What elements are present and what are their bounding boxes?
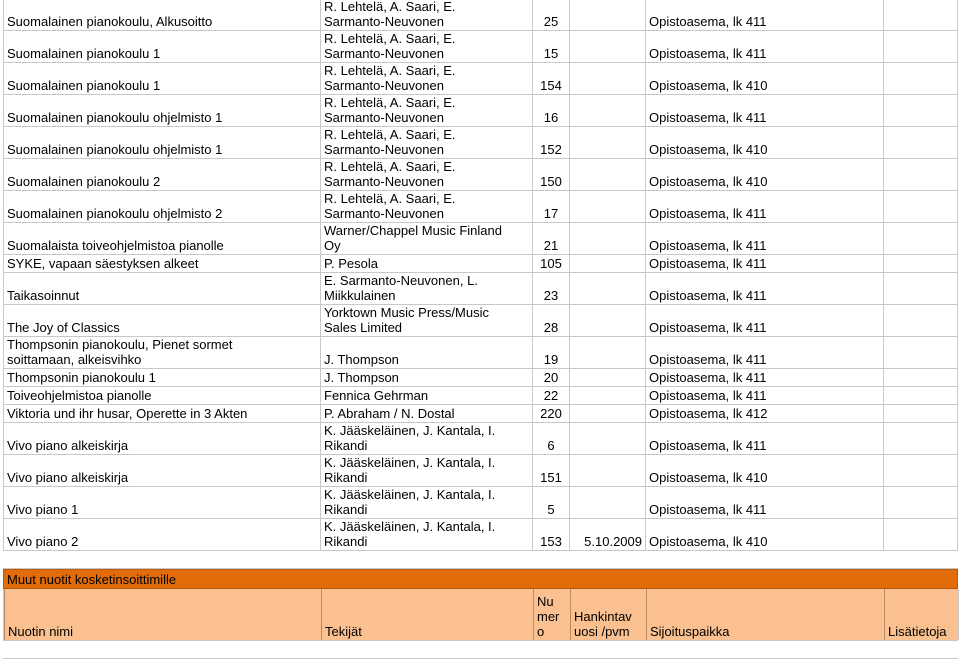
table-row: [3, 487, 958, 519]
cell-authors[interactable]: R. Lehtelä, A. Saari, E. Sarmanto-Neuvonen: [320, 191, 532, 222]
cell-date[interactable]: [569, 255, 645, 272]
cell-date[interactable]: [569, 127, 645, 158]
cell-authors[interactable]: R. Lehtelä, A. Saari, E. Sarmanto-Neuvonen: [320, 31, 532, 62]
cell-date[interactable]: [569, 405, 645, 422]
cell-date[interactable]: [569, 63, 645, 94]
table-row: [3, 369, 958, 387]
cell-location[interactable]: Opistoasema, lk 411: [645, 487, 883, 518]
cell-notes[interactable]: [883, 191, 958, 222]
cell-location[interactable]: Opistoasema, lk 411: [645, 305, 883, 336]
cell-notes[interactable]: [883, 159, 958, 190]
cell-notes[interactable]: [883, 95, 958, 126]
cell-notes[interactable]: [883, 305, 958, 336]
cell-number[interactable]: 220: [532, 405, 569, 422]
cell-title[interactable]: Suomalainen pianokoulu ohjelmisto 1: [3, 127, 320, 158]
cell-notes[interactable]: [883, 127, 958, 158]
cell-number[interactable]: 6: [532, 423, 569, 454]
cell-authors[interactable]: J. Thompson: [320, 369, 532, 386]
cell-authors[interactable]: J. Thompson: [320, 337, 532, 368]
cell-number[interactable]: 15: [532, 31, 569, 62]
table-row: [3, 191, 958, 223]
table-row: [3, 337, 958, 369]
cell-number[interactable]: 105: [532, 255, 569, 272]
cell-location[interactable]: Opistoasema, lk 411: [645, 273, 883, 304]
table-row: [3, 95, 958, 127]
table-row: [3, 305, 958, 337]
cell-number[interactable]: 20: [532, 369, 569, 386]
cell-location[interactable]: Opistoasema, lk 411: [645, 223, 883, 254]
cell-notes[interactable]: [883, 369, 958, 386]
cell-notes[interactable]: [883, 405, 958, 422]
cell-authors[interactable]: R. Lehtelä, A. Saari, E. Sarmanto-Neuvonen: [320, 159, 532, 190]
cell-number[interactable]: 150: [532, 159, 569, 190]
cell-number[interactable]: 28: [532, 305, 569, 336]
table-row: [3, 423, 958, 455]
cell-date[interactable]: [569, 95, 645, 126]
cell-number[interactable]: 19: [532, 337, 569, 368]
cell-date[interactable]: 5.10.2009: [569, 519, 645, 550]
cell-authors[interactable]: R. Lehtelä, A. Saari, E. Sarmanto-Neuvonen: [320, 95, 532, 126]
cell-notes[interactable]: [883, 63, 958, 94]
cell-title[interactable]: Vivo piano 2: [3, 519, 320, 550]
cell-location[interactable]: Opistoasema, lk 412: [645, 405, 883, 422]
cell-title[interactable]: Suomalainen pianokoulu 1: [3, 31, 320, 62]
table-row: [3, 455, 958, 487]
cell-authors[interactable]: K. Jääskeläinen, J. Kantala, I. Rikandi: [320, 519, 532, 550]
cell-notes[interactable]: [883, 519, 958, 550]
cell-title[interactable]: Suomalainen pianokoulu, Alkusoitto: [3, 0, 320, 30]
data-rows: [3, 0, 958, 551]
cell-notes[interactable]: [883, 223, 958, 254]
table-row: [3, 387, 958, 405]
cell-title[interactable]: Vivo piano alkeiskirja: [3, 423, 320, 454]
cell-title[interactable]: Vivo piano alkeiskirja: [3, 455, 320, 486]
cell-number[interactable]: 151: [532, 455, 569, 486]
cell-notes[interactable]: [883, 273, 958, 304]
cell-notes[interactable]: [883, 487, 958, 518]
cell-date[interactable]: [569, 273, 645, 304]
header-notes[interactable]: Lisätietoja: [884, 589, 959, 640]
cell-location[interactable]: Opistoasema, lk 410: [645, 127, 883, 158]
cell-title[interactable]: Suomalaista toiveohjelmistoa pianolle: [3, 223, 320, 254]
cell-title[interactable]: Toiveohjelmistoa pianolle: [3, 387, 320, 404]
cell-location[interactable]: Opistoasema, lk 411: [645, 369, 883, 386]
cell-number[interactable]: 22: [532, 387, 569, 404]
table-row: [3, 223, 958, 255]
cell-number[interactable]: 154: [532, 63, 569, 94]
header-date[interactable]: Hankintav uosi /pvm: [570, 589, 646, 640]
cell-authors[interactable]: Fennica Gehrman: [320, 387, 532, 404]
cell-title[interactable]: Thompsonin pianokoulu, Pienet sormet soittamaan, alkeisvihko: [3, 337, 320, 368]
cell-date[interactable]: [569, 337, 645, 368]
cell-notes[interactable]: [883, 387, 958, 404]
cell-location[interactable]: Opistoasema, lk 411: [645, 191, 883, 222]
cell-authors[interactable]: R. Lehtelä, A. Saari, E. Sarmanto-Neuvonen: [320, 127, 532, 158]
cell-location[interactable]: Opistoasema, lk 410: [645, 63, 883, 94]
cell-number[interactable]: 21: [532, 223, 569, 254]
header-authors[interactable]: Tekijät: [321, 589, 533, 640]
cell-location[interactable]: Opistoasema, lk 411: [645, 255, 883, 272]
cell-number[interactable]: 5: [532, 487, 569, 518]
cell-location[interactable]: Opistoasema, lk 411: [645, 95, 883, 126]
cell-title[interactable]: SYKE, vapaan säestyksen alkeet: [3, 255, 320, 272]
cell-location[interactable]: Opistoasema, lk 411: [645, 31, 883, 62]
cell-notes[interactable]: [883, 31, 958, 62]
cell-notes[interactable]: [883, 337, 958, 368]
cell-date[interactable]: [569, 31, 645, 62]
cell-date[interactable]: [569, 0, 645, 30]
cell-authors[interactable]: K. Jääskeläinen, J. Kantala, I. Rikandi: [320, 455, 532, 486]
cell-title[interactable]: Suomalainen pianokoulu ohjelmisto 2: [3, 191, 320, 222]
table-row: [3, 63, 958, 95]
cell-title[interactable]: Suomalainen pianokoulu ohjelmisto 1: [3, 95, 320, 126]
cell-notes[interactable]: [883, 455, 958, 486]
cell-title[interactable]: Vivo piano 1: [3, 487, 320, 518]
cell-notes[interactable]: [883, 0, 958, 30]
table-row: [3, 405, 958, 423]
spreadsheet-table: [3, 0, 958, 659]
cell-notes[interactable]: [883, 423, 958, 454]
section-header-row: [3, 569, 958, 589]
table-row: [3, 127, 958, 159]
cell-title[interactable]: Viktoria und ihr husar, Operette in 3 Akten: [3, 405, 320, 422]
cell-date[interactable]: [569, 369, 645, 386]
cell-date[interactable]: [569, 159, 645, 190]
section-title: Muut nuotit kosketinsoittimille: [7, 572, 177, 587]
cell-date[interactable]: [569, 191, 645, 222]
cell-title[interactable]: Suomalainen pianokoulu 1: [3, 63, 320, 94]
cell-date[interactable]: [569, 455, 645, 486]
cell-number[interactable]: 17: [532, 191, 569, 222]
cell-authors[interactable]: K. Jääskeläinen, J. Kantala, I. Rikandi: [320, 487, 532, 518]
cell-authors[interactable]: K. Jääskeläinen, J. Kantala, I. Rikandi: [320, 423, 532, 454]
cell-authors[interactable]: R. Lehtelä, A. Saari, E. Sarmanto-Neuvonen: [320, 63, 532, 94]
cell-date[interactable]: [569, 423, 645, 454]
table-row: [3, 159, 958, 191]
cell-title[interactable]: Taikasoinnut: [3, 273, 320, 304]
cell-title[interactable]: The Joy of Classics: [3, 305, 320, 336]
cell-location[interactable]: Opistoasema, lk 410: [645, 159, 883, 190]
cell-date[interactable]: [569, 223, 645, 254]
cell-authors[interactable]: R. Lehtelä, A. Saari, E. Sarmanto-Neuvonen: [320, 0, 532, 30]
header-location[interactable]: Sijoituspaikka: [646, 589, 884, 640]
empty-row: [3, 641, 958, 659]
table-row: [3, 255, 958, 273]
cell-number[interactable]: 16: [532, 95, 569, 126]
cell-number[interactable]: 152: [532, 127, 569, 158]
cell-location[interactable]: Opistoasema, lk 410: [645, 455, 883, 486]
cell-location[interactable]: Opistoasema, lk 411: [645, 0, 883, 30]
cell-authors[interactable]: P. Pesola: [320, 255, 532, 272]
cell-title[interactable]: Suomalainen pianokoulu 2: [3, 159, 320, 190]
column-header-row: [3, 589, 958, 641]
cell-date[interactable]: [569, 487, 645, 518]
cell-number[interactable]: 153: [532, 519, 569, 550]
cell-notes[interactable]: [883, 255, 958, 272]
cell-number[interactable]: 23: [532, 273, 569, 304]
cell-location[interactable]: Opistoasema, lk 411: [645, 337, 883, 368]
cell-number[interactable]: 25: [532, 0, 569, 30]
header-title[interactable]: Nuotin nimi: [4, 589, 321, 640]
cell-authors[interactable]: Yorktown Music Press/Music Sales Limited: [320, 305, 532, 336]
cell-location[interactable]: Opistoasema, lk 411: [645, 423, 883, 454]
empty-row: [3, 551, 958, 569]
cell-location[interactable]: Opistoasema, lk 411: [645, 387, 883, 404]
cell-authors[interactable]: P. Abraham / N. Dostal: [320, 405, 532, 422]
cell-title[interactable]: Thompsonin pianokoulu 1: [3, 369, 320, 386]
cell-authors[interactable]: Warner/Chappel Music Finland Oy: [320, 223, 532, 254]
cell-authors[interactable]: E. Sarmanto-Neuvonen, L. Miikkulainen: [320, 273, 532, 304]
table-row: [3, 31, 958, 63]
table-row: [3, 519, 958, 551]
table-row: [3, 273, 958, 305]
header-number[interactable]: Nu mer o: [533, 589, 570, 640]
table-row: [3, 0, 958, 31]
cell-location[interactable]: Opistoasema, lk 410: [645, 519, 883, 550]
cell-date[interactable]: [569, 387, 645, 404]
cell-date[interactable]: [569, 305, 645, 336]
